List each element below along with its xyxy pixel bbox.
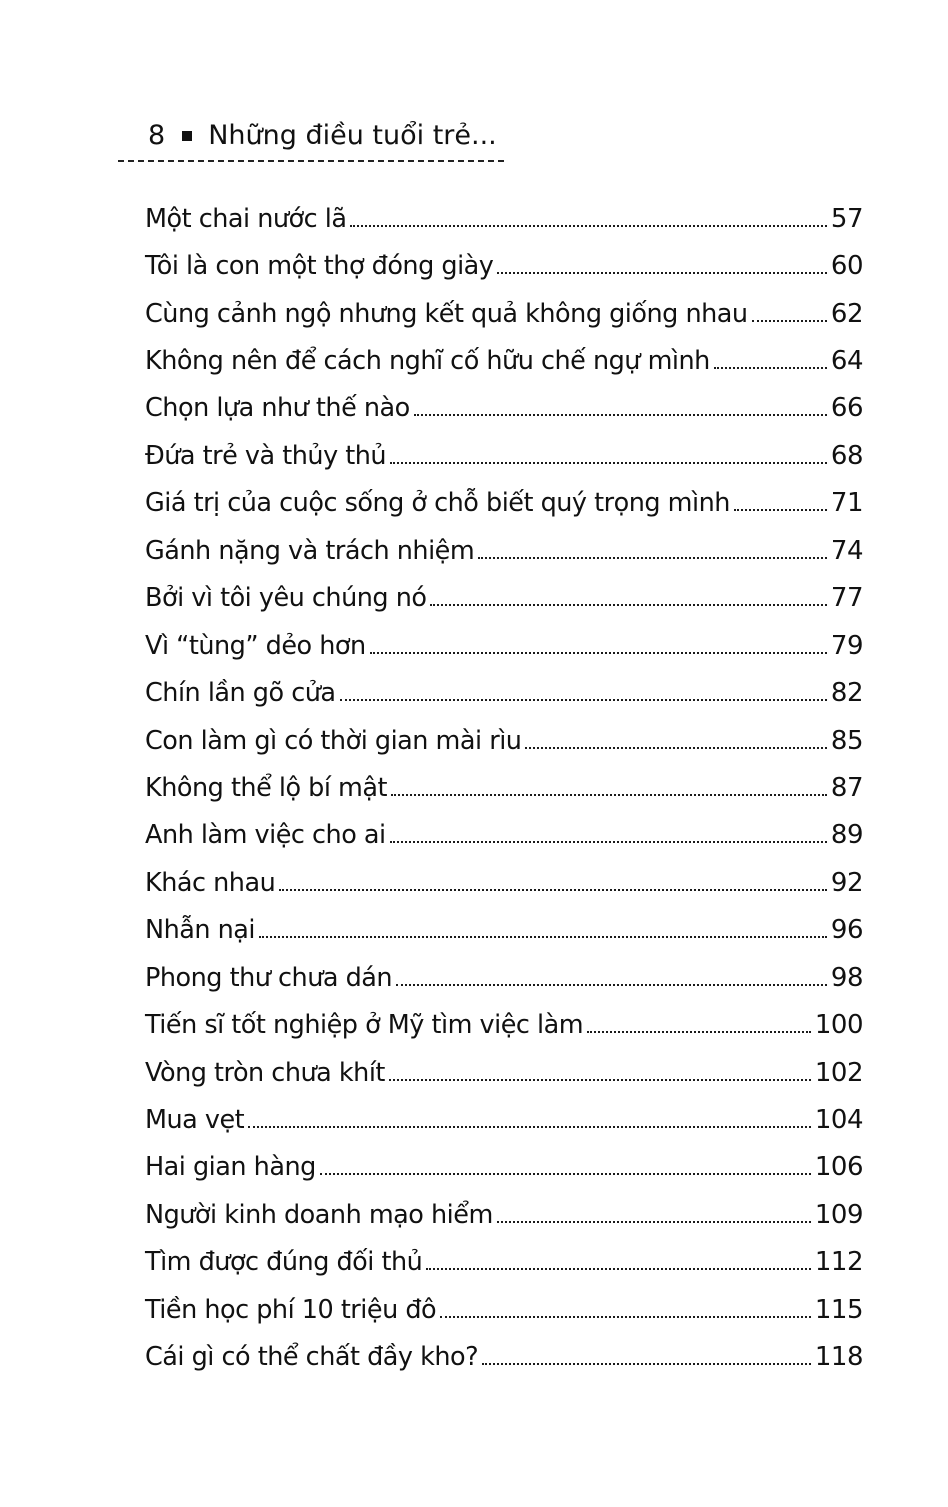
- toc-entry: [145, 954, 863, 1001]
- toc-entry-title: Chọn lựa như thế nào: [145, 393, 410, 424]
- toc-dot-leader: [497, 1221, 811, 1223]
- toc-entry: [145, 290, 863, 337]
- toc-dot-leader: [414, 414, 827, 416]
- toc-entry-page: 64: [830, 346, 863, 377]
- toc-dot-leader: [391, 794, 827, 796]
- toc-dot-leader: [340, 699, 827, 701]
- toc-entry-page: 66: [830, 393, 863, 424]
- toc-entry: [145, 195, 863, 242]
- toc-entry-title: Cùng cảnh ngộ nhưng kết quả không giống nhau: [145, 298, 748, 329]
- toc-entry-page: 79: [830, 630, 863, 661]
- toc-entry-page: 109: [814, 1199, 863, 1230]
- toc-dot-leader: [390, 841, 827, 843]
- toc-entry-page: 98: [830, 962, 863, 993]
- toc-dot-leader: [390, 462, 827, 464]
- toc-entry-page: 118: [814, 1342, 863, 1373]
- toc-entry-page: 112: [814, 1247, 863, 1278]
- toc-entry-title: Phong thư chưa dán: [145, 962, 393, 993]
- toc-entry-page: 106: [814, 1152, 863, 1183]
- toc-entry-title: Con làm gì có thời gian mài rìu: [145, 725, 522, 756]
- toc-entry-title: Hai gian hàng: [145, 1152, 316, 1183]
- toc-entry-title: Bởi vì tôi yêu chúng nó: [145, 583, 427, 614]
- toc-entry-title: Vòng tròn chưa khít: [145, 1057, 385, 1088]
- toc-entry-title: Mua vẹt: [145, 1105, 245, 1136]
- toc-dot-leader: [430, 604, 826, 606]
- toc-entry-page: 96: [830, 915, 863, 946]
- toc-entry: [145, 575, 863, 622]
- toc-entry-title: Khác nhau: [145, 867, 276, 898]
- toc-entry: [145, 1001, 863, 1048]
- toc-entry-title: Đứa trẻ và thủy thủ: [145, 440, 387, 471]
- toc-entry-title: Anh làm việc cho ai: [145, 820, 386, 851]
- toc-entry: [145, 859, 863, 906]
- toc-dot-leader: [478, 557, 827, 559]
- toc-dot-leader: [248, 1126, 811, 1128]
- toc-entry: [145, 1191, 863, 1238]
- toc-entry: [145, 1049, 863, 1096]
- toc-entry-title: Người kinh doanh mạo hiểm: [145, 1199, 493, 1230]
- toc-entry-page: 104: [814, 1105, 863, 1136]
- toc-dot-leader: [350, 225, 826, 227]
- toc-dot-leader: [525, 747, 826, 749]
- toc-entry: [145, 764, 863, 811]
- toc-entry: [145, 669, 863, 716]
- header-line: [148, 114, 508, 158]
- toc-entry: [145, 1239, 863, 1286]
- toc-entry-title: Gánh nặng và trách nhiệm: [145, 535, 475, 566]
- toc-entry-page: 100: [814, 1010, 863, 1041]
- toc-dot-leader: [482, 1363, 811, 1365]
- toc-entry-title: Giá trị của cuộc sống ở chỗ biết quý trọng mình: [145, 488, 730, 519]
- table-of-contents: [145, 195, 863, 1381]
- toc-entry: [145, 242, 863, 289]
- toc-entry: [145, 622, 863, 669]
- toc-entry-page: 82: [830, 678, 863, 709]
- toc-entry: [145, 1144, 863, 1191]
- toc-entry: [145, 907, 863, 954]
- toc-entry-title: Tìm được đúng đối thủ: [145, 1247, 423, 1278]
- toc-entry-page: 77: [830, 583, 863, 614]
- toc-entry-page: 115: [814, 1294, 863, 1325]
- running-header: [148, 114, 508, 164]
- toc-entry-title: Một chai nước lã: [145, 203, 347, 234]
- toc-entry-title: Không nên để cách nghĩ cố hữu chế ngự mình: [145, 346, 710, 377]
- toc-dot-leader: [752, 320, 827, 322]
- toc-entry-page: 102: [814, 1057, 863, 1088]
- toc-entry: [145, 385, 863, 432]
- toc-entry-page: 89: [830, 820, 863, 851]
- toc-entry-title: Chín lần gõ cửa: [145, 678, 336, 709]
- toc-dot-leader: [714, 367, 827, 369]
- book-title: Những điều tuổi trẻ...: [208, 120, 497, 151]
- toc-entry-page: 87: [830, 772, 863, 803]
- toc-entry-title: Tiến sĩ tốt nghiệp ở Mỹ tìm việc làm: [145, 1010, 584, 1041]
- toc-entry-page: 57: [830, 203, 863, 234]
- toc-entry-title: Không thể lộ bí mật: [145, 772, 388, 803]
- toc-dot-leader: [279, 889, 827, 891]
- toc-entry-page: 85: [830, 725, 863, 756]
- toc-entry-title: Tiền học phí 10 triệu đô: [145, 1294, 437, 1325]
- toc-entry: [145, 480, 863, 527]
- toc-dot-leader: [587, 1031, 811, 1033]
- toc-entry: [145, 432, 863, 479]
- toc-dot-leader: [734, 509, 827, 511]
- toc-entry-page: 60: [830, 251, 863, 282]
- toc-dot-leader: [370, 652, 827, 654]
- toc-entry: [145, 337, 863, 384]
- square-bullet-icon: [182, 131, 192, 141]
- toc-entry: [145, 1286, 863, 1333]
- toc-dot-leader: [389, 1079, 811, 1081]
- toc-dot-leader: [396, 984, 827, 986]
- toc-dot-leader: [426, 1268, 811, 1270]
- toc-entry-page: 62: [830, 298, 863, 329]
- toc-dot-leader: [497, 272, 827, 274]
- toc-entry-title: Vì “tùng” dẻo hơn: [145, 630, 366, 661]
- toc-entry: [145, 1334, 863, 1381]
- header-dashed-rule: [118, 160, 504, 162]
- toc-entry: [145, 812, 863, 859]
- toc-dot-leader: [320, 1173, 811, 1175]
- toc-entry-page: 71: [830, 488, 863, 519]
- toc-dot-leader: [440, 1316, 811, 1318]
- toc-entry: [145, 1096, 863, 1143]
- toc-entry-title: Tôi là con một thợ đóng giày: [145, 251, 494, 282]
- toc-entry: [145, 717, 863, 764]
- page-number: 8: [148, 120, 166, 151]
- toc-entry-title: Nhẫn nại: [145, 915, 256, 946]
- toc-dot-leader: [259, 936, 827, 938]
- toc-entry-title: Cái gì có thể chất đầy kho?: [145, 1342, 479, 1373]
- toc-entry-page: 74: [830, 535, 863, 566]
- toc-entry: [145, 527, 863, 574]
- toc-entry-page: 68: [830, 440, 863, 471]
- toc-entry-page: 92: [830, 867, 863, 898]
